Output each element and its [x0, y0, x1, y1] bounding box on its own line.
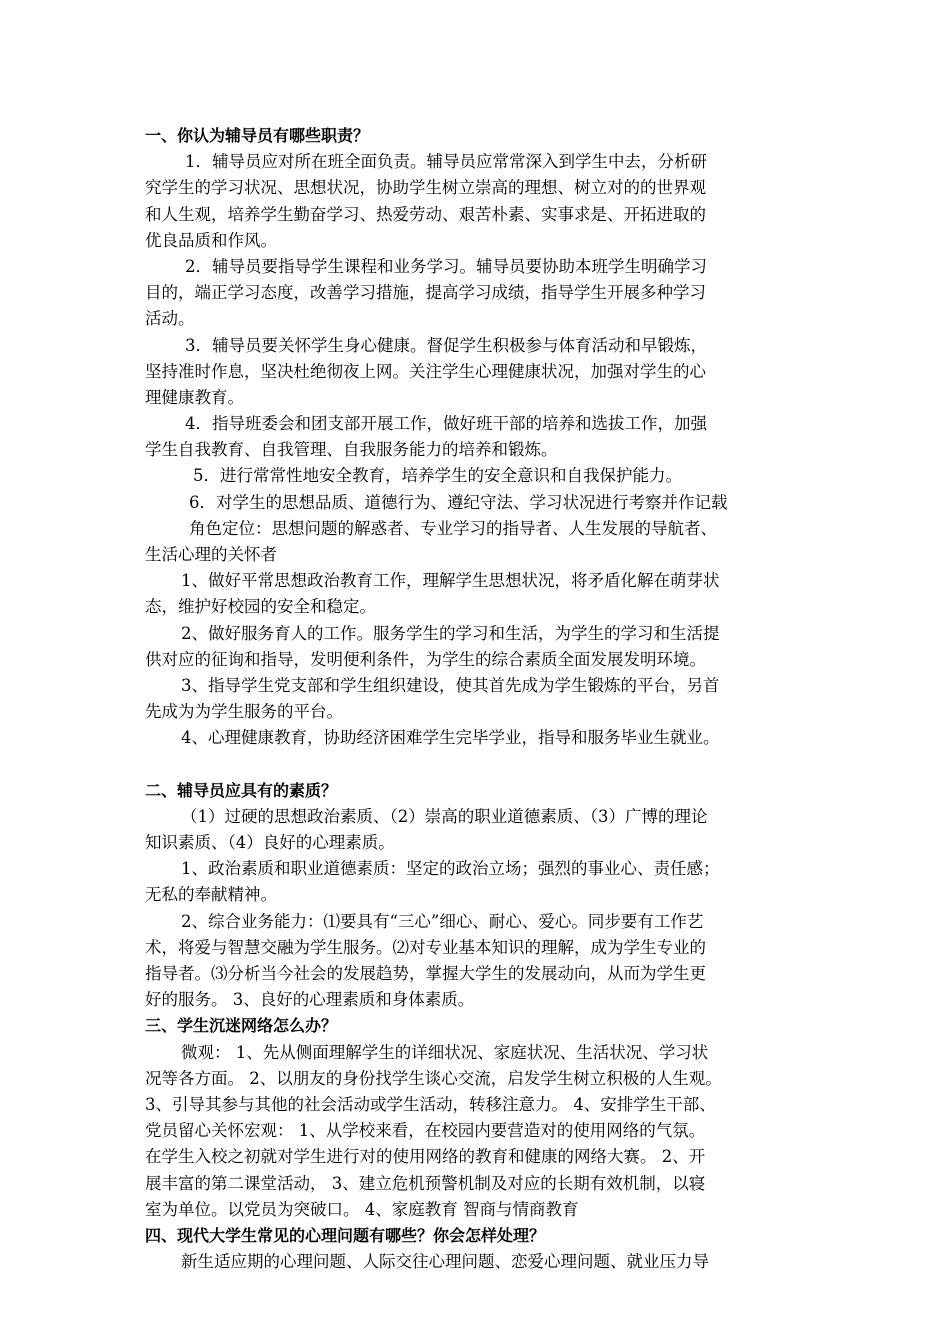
paragraph-line: 在学生入校之初就对学生进行对的使用网络的教育和健康的网络大赛。 2、开 — [145, 1147, 706, 1167]
paragraph-line: 理健康教育。 — [145, 387, 244, 407]
paragraph-line: 优良品质和作风。 — [145, 230, 277, 250]
paragraph-line: 1、政治素质和职业道德素质：坚定的政治立场；强烈的事业心、责任感； — [181, 859, 720, 879]
paragraph-line: 1．辅导员应对所在班全面负责。辅导员应常常深入到学生中去，分析研 — [185, 152, 707, 172]
paragraph-line: 6．对学生的思想品质、道德行为、遵纪守法、学习状况进行考察并作记载 — [189, 492, 728, 512]
paragraph-line: 好的服务。 3、良好的心理素质和身体素质。 — [145, 990, 475, 1010]
paragraph-line: 供对应的征询和指导，发明便利条件，为学生的综合素质全面发展发明环境。 — [145, 649, 706, 669]
blank-line — [145, 752, 810, 778]
paragraph-line: 究学生的学习状况、思想状况，协助学生树立崇高的理想、树立对的的世界观 — [145, 178, 706, 198]
paragraph-line: 4．指导班委会和团支部开展工作，做好班干部的培养和选拔工作，加强 — [185, 414, 707, 434]
paragraph-line: 2．辅导员要指导学生课程和业务学习。辅导员要协助本班学生明确学习 — [185, 256, 707, 276]
document-body — [145, 123, 810, 1275]
paragraph-line: 3、指导学生党支部和学生组织建设，使其首先成为学生锻炼的平台，另首 — [181, 675, 720, 695]
paragraph-line: 角色定位：思想问题的解惑者、专业学习的指导者、人生发展的导航者、 — [189, 518, 717, 538]
paragraph-line: 坚持准时作息，坚决杜绝彻夜上网。关注学生心理健康状况，加强对学生的心 — [145, 361, 706, 381]
section-heading: 三、学生沉迷网络怎么办？ — [145, 1016, 338, 1036]
paragraph-line: 3、引导其参与其他的社会活动或学生活动，转移注意力。 4、安排学生干部、 — [145, 1094, 716, 1114]
paragraph-line: 活动。 — [145, 309, 195, 329]
paragraph-line: 新生适应期的心理问题、人际交往心理问题、恋爱心理问题、就业压力导 — [181, 1252, 709, 1272]
paragraph-line: 2、做好服务育人的工作。服务学生的学习和生活，为学生的学习和生活提 — [181, 623, 720, 643]
paragraph-line: 2、综合业务能力：⑴要具有“三心”细心、耐心、爱心。同步要有工作艺 — [181, 911, 704, 931]
paragraph-line: 3．辅导员要关怀学生身心健康。督促学生积极参与体育活动和早锻炼， — [185, 335, 707, 355]
section-heading: 二、辅导员应具有的素质？ — [145, 780, 338, 800]
paragraph-line: 4、心理健康教育，协助经济困难学生完毕学业，指导和服务毕业生就业。 — [181, 728, 720, 748]
paragraph-line: 学生自我教育、自我管理、自我服务能力的培养和锻炼。 — [145, 440, 558, 460]
paragraph-line: 和人生观，培养学生勤奋学习、热爱劳动、艰苦朴素、实事求是、开拓进取的 — [145, 204, 706, 224]
paragraph-line: 态，维护好校园的安全和稳定。 — [145, 597, 376, 617]
paragraph-line: 5．进行常常性地安全教育，培养学生的安全意识和自我保护能力。 — [193, 466, 682, 486]
paragraph-line: 知识素质、（4）良好的心理素质。 — [145, 833, 395, 853]
paragraph-line: 展丰富的第二课堂活动， 3、建立危机预警机制及对应的长期有效机制，以寝 — [145, 1173, 706, 1193]
section-heading: 一、你认为辅导员有哪些职责？ — [145, 126, 370, 145]
paragraph-line: 指导者。⑶分析当今社会的发展趋势，掌握大学生的发展动向，从而为学生更 — [145, 964, 706, 983]
paragraph-line: 党员留心关怀宏观： 1、从学校来看，在校园内要营造对的使用网络的气氛。 — [145, 1121, 706, 1141]
paragraph-line: （1）过硬的思想政治素质、（2）崇高的职业道德素质、（3）广博的理论 — [181, 806, 708, 826]
paragraph-line: 术，将爱与智慧交融为学生服务。⑵对专业基本知识的理解，成为学生专业的 — [145, 937, 706, 957]
paragraph-line: 微观： 1、先从侧面理解学生的详细状况、家庭状况、生活状况、学习状 — [181, 1042, 709, 1062]
paragraph-line: 目的，端正学习态度，改善学习措施，提高学习成绩，指导学生开展多种学习 — [145, 283, 706, 303]
paragraph-line: 先成为为学生服务的平台。 — [145, 702, 343, 722]
paragraph-line: 室为单位。以党员为突破口。 4、家庭教育 智商与情商教育 — [145, 1199, 579, 1219]
paragraph-line: 1、做好平常思想政治教育工作，理解学生思想状况，将矛盾化解在萌芽状 — [181, 571, 720, 591]
paragraph-line: 生活心理的关怀者 — [145, 545, 277, 564]
section-heading: 四、现代大学生常见的心理问题有哪些？你会怎样处理？ — [145, 1225, 546, 1245]
paragraph-line: 况等各方面。 2、以朋友的身份找学生谈心交流，启发学生树立积极的人生观。 — [145, 1068, 722, 1088]
paragraph-line: 无私的奉献精神。 — [145, 885, 277, 905]
